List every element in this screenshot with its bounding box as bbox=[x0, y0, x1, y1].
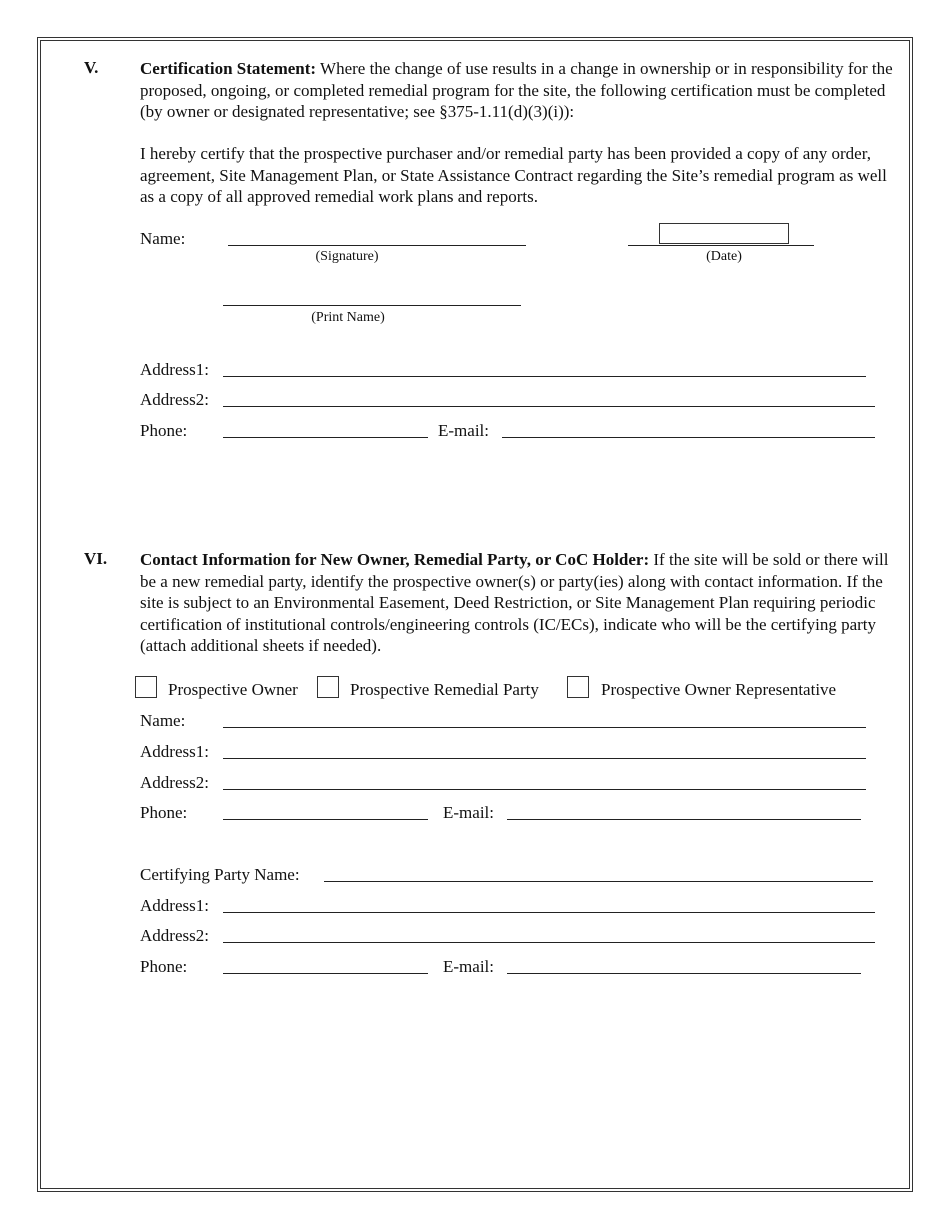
phone-field[interactable] bbox=[223, 437, 428, 438]
vi-address1-field[interactable] bbox=[223, 758, 866, 759]
cert-phone-field[interactable] bbox=[223, 973, 428, 974]
date-field[interactable] bbox=[659, 223, 789, 244]
phone-label: Phone: bbox=[140, 421, 188, 440]
section-vi-intro-text: If the site will be sold or there will be a new remedial party, identify the prospective owner(s) or party(ies) along with contact information. If the site is subject to an Environmental Easement, Deed Restriction, or Site Management Plan requiring periodic certification of institutional controls/engineering controls (IC/ECs), indicate who will be the certifying party (attach additional sheets if needed). bbox=[140, 550, 889, 655]
date-caption: (Date) bbox=[706, 249, 742, 264]
email-label: E-mail: bbox=[438, 421, 489, 440]
section-vi-heading: Contact Information for New Owner, Remedial Party, or CoC Holder: bbox=[140, 550, 650, 569]
address2-field[interactable] bbox=[223, 406, 875, 407]
prospective-remedial-party-label: Prospective Remedial Party bbox=[350, 680, 539, 699]
cert-address1-field[interactable] bbox=[223, 912, 875, 913]
vi-name-field[interactable] bbox=[223, 727, 866, 728]
section-vi-number: VI. bbox=[84, 549, 108, 568]
vi-phone-label: Phone: bbox=[140, 803, 188, 822]
section-v-intro-text: Where the change of use results in a change in ownership or in responsibility for the proposed, ongoing, or completed remedial program for the site, the following certification must be completed (by owner or designated representative; see §375-1.11(d)(3)(i)): bbox=[140, 59, 893, 121]
vi-address2-field[interactable] bbox=[223, 789, 866, 790]
signature-caption: (Signature) bbox=[315, 249, 379, 264]
vi-email-label: E-mail: bbox=[443, 803, 494, 822]
address2-label: Address2: bbox=[140, 390, 209, 409]
address1-field[interactable] bbox=[223, 376, 866, 377]
prospective-remedial-party-checkbox[interactable] bbox=[317, 676, 339, 698]
section-v-intro bbox=[140, 58, 895, 123]
email-field[interactable] bbox=[502, 437, 875, 438]
address1-label: Address1: bbox=[140, 360, 209, 379]
cert-email-field[interactable] bbox=[507, 973, 861, 974]
certify-statement: I hereby certify that the prospective purchaser and/or remedial party has been provided a copy of any order, agreement, Site Management Plan, or State Assistance Contract regarding the Site’s remedial program as well as a copy of all approved remedial work plans and reports. bbox=[140, 144, 887, 206]
prospective-owner-rep-label: Prospective Owner Representative bbox=[601, 680, 837, 699]
vi-phone-field[interactable] bbox=[223, 819, 428, 820]
signature-field[interactable] bbox=[228, 245, 526, 246]
vi-address1-label: Address1: bbox=[140, 742, 209, 761]
name-label: Name: bbox=[140, 229, 186, 248]
cert-phone-label: Phone: bbox=[140, 957, 188, 976]
print-name-caption: (Print Name) bbox=[311, 310, 385, 325]
prospective-owner-checkbox[interactable] bbox=[135, 676, 157, 698]
certifying-party-field[interactable] bbox=[324, 881, 873, 882]
cert-address2-label: Address2: bbox=[140, 926, 209, 945]
cert-address1-label: Address1: bbox=[140, 896, 209, 915]
vi-email-field[interactable] bbox=[507, 819, 861, 820]
vi-name-label: Name: bbox=[140, 711, 186, 730]
section-v-heading: Certification Statement: bbox=[140, 59, 317, 78]
prospective-owner-label: Prospective Owner bbox=[168, 680, 298, 699]
section-v-number: V. bbox=[84, 58, 99, 77]
prospective-owner-rep-checkbox[interactable] bbox=[567, 676, 589, 698]
vi-address2-label: Address2: bbox=[140, 773, 209, 792]
cert-email-label: E-mail: bbox=[443, 957, 494, 976]
section-vi-intro bbox=[140, 549, 898, 657]
cert-address2-field[interactable] bbox=[223, 942, 875, 943]
print-name-field[interactable] bbox=[223, 305, 521, 306]
certifying-party-label: Certifying Party Name: bbox=[140, 865, 300, 884]
date-line bbox=[628, 245, 814, 246]
